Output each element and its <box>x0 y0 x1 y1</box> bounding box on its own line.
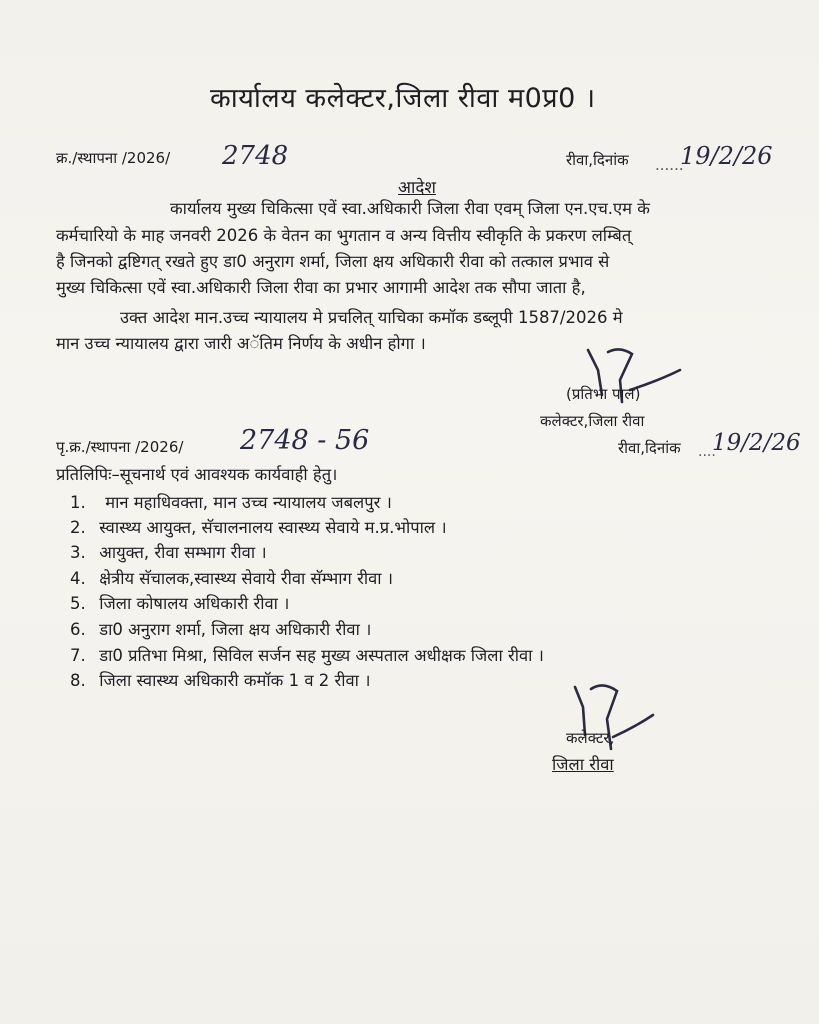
copy-reference-number-handwritten: 2748 - 56 <box>240 425 370 456</box>
office-title: कार्यालय कलेक्टर,जिला रीवा म0प्र0 । <box>210 83 596 114</box>
date-dots: ...... <box>655 156 684 174</box>
date-label: रीवा,दिनांक <box>566 151 629 169</box>
list-number: 6. <box>70 620 86 639</box>
list-text: आयुक्त, रीवा सम्भाग रीवा । <box>99 543 267 562</box>
date-handwritten: 19/2/26 <box>680 142 773 170</box>
copy-list-item <box>70 668 370 691</box>
list-number: 8. <box>70 671 86 690</box>
copy-list-item <box>70 566 393 589</box>
copy-list-item <box>70 515 447 538</box>
list-text: जिला कोषालय अधिकारी रीवा । <box>99 594 290 613</box>
list-text: डा0 प्रतिभा मिश्रा, सिविल सर्जन सह मुख्य अस्पताल अधीक्षक जिला रीवा । <box>99 646 544 665</box>
list-text: मान महाधिवक्ता, मान उच्च न्यायालय जबलपुर । <box>105 493 392 512</box>
copy-reference-prefix: पृ.क्र./स्थापना /2026/ <box>56 438 184 456</box>
list-text: स्वास्थ्य आयुक्त, सॅचालनालय स्वास्थ्य सेवाये म.प्र.भोपाल । <box>99 518 447 537</box>
list-number: 5. <box>70 594 86 613</box>
list-text: जिला स्वास्थ्य अधिकारी कमॉक 1 व 2 रीवा । <box>99 671 371 690</box>
copy-list-item <box>70 643 544 666</box>
para1-line2: कर्मचारियो के माह जनवरी 2026 के वेतन का भुगतान व अन्य वित्तीय स्वीकृति के प्रकरण लम्बित् <box>56 226 632 245</box>
copy-intro: प्रतिलिपिः–सूचनार्थ एवं आवश्यक कार्यवाही हेतु। <box>56 465 338 484</box>
copy-list-item <box>70 490 392 513</box>
para1-line1: कार्यालय मुख्य चिकित्सा एवें स्वा.अधिकारी जिला रीवा एवम् जिला एन.एच.एम के <box>170 199 650 218</box>
signatory-designation: कलेक्टर,जिला रीवा <box>540 412 645 430</box>
para2-line1: उक्त आदेश मान.उच्च न्यायालय मे प्रचलित् याचिका कमॉक डब्लूपी 1587/2026 मे <box>120 308 623 327</box>
list-text: क्षेत्रीय सॅचालक,स्वास्थ्य सेवाये रीवा सॅम्भाग रीवा । <box>99 569 394 588</box>
signature2-district: जिला रीवा <box>552 755 614 774</box>
order-heading: आदेश <box>398 178 436 198</box>
signature-date-dots: .... <box>698 444 716 460</box>
signature-date-label: रीवा,दिनांक <box>618 439 681 457</box>
copy-list-item <box>70 591 289 614</box>
signatory-name: (प्रतिभा पाल) <box>566 385 641 403</box>
list-number: 1. <box>70 493 86 512</box>
reference-prefix: क्र./स्थापना /2026/ <box>56 149 171 167</box>
para2-line2: मान उच्च न्यायालय द्वारा जारी अॅतिम निर्णय के अधीन होगा । <box>56 334 426 353</box>
copy-list-item <box>70 540 267 563</box>
para1-line3: है जिनको द्वष्टिगत् रखते हुए डा0 अनुराग शर्मा, जिला क्षय अधिकारी रीवा को तत्काल प्रभाव से <box>56 252 610 271</box>
list-number: 3. <box>70 543 86 562</box>
signature2-designation: कलेक्टर, <box>566 729 615 747</box>
list-number: 4. <box>70 569 86 588</box>
list-number: 7. <box>70 646 86 665</box>
reference-number-handwritten: 2748 <box>222 141 289 171</box>
copy-list-item <box>70 617 371 640</box>
list-number: 2. <box>70 518 86 537</box>
para1-line4: मुख्य चिकित्सा एवें स्वा.अधिकारी जिला रीवा का प्रभार आगामी आदेश तक सौपा जाता है, <box>56 278 586 297</box>
signature-date-handwritten: 19/2/26 <box>712 430 801 456</box>
list-text: डा0 अनुराग शर्मा, जिला क्षय अधिकारी रीवा । <box>99 620 372 639</box>
